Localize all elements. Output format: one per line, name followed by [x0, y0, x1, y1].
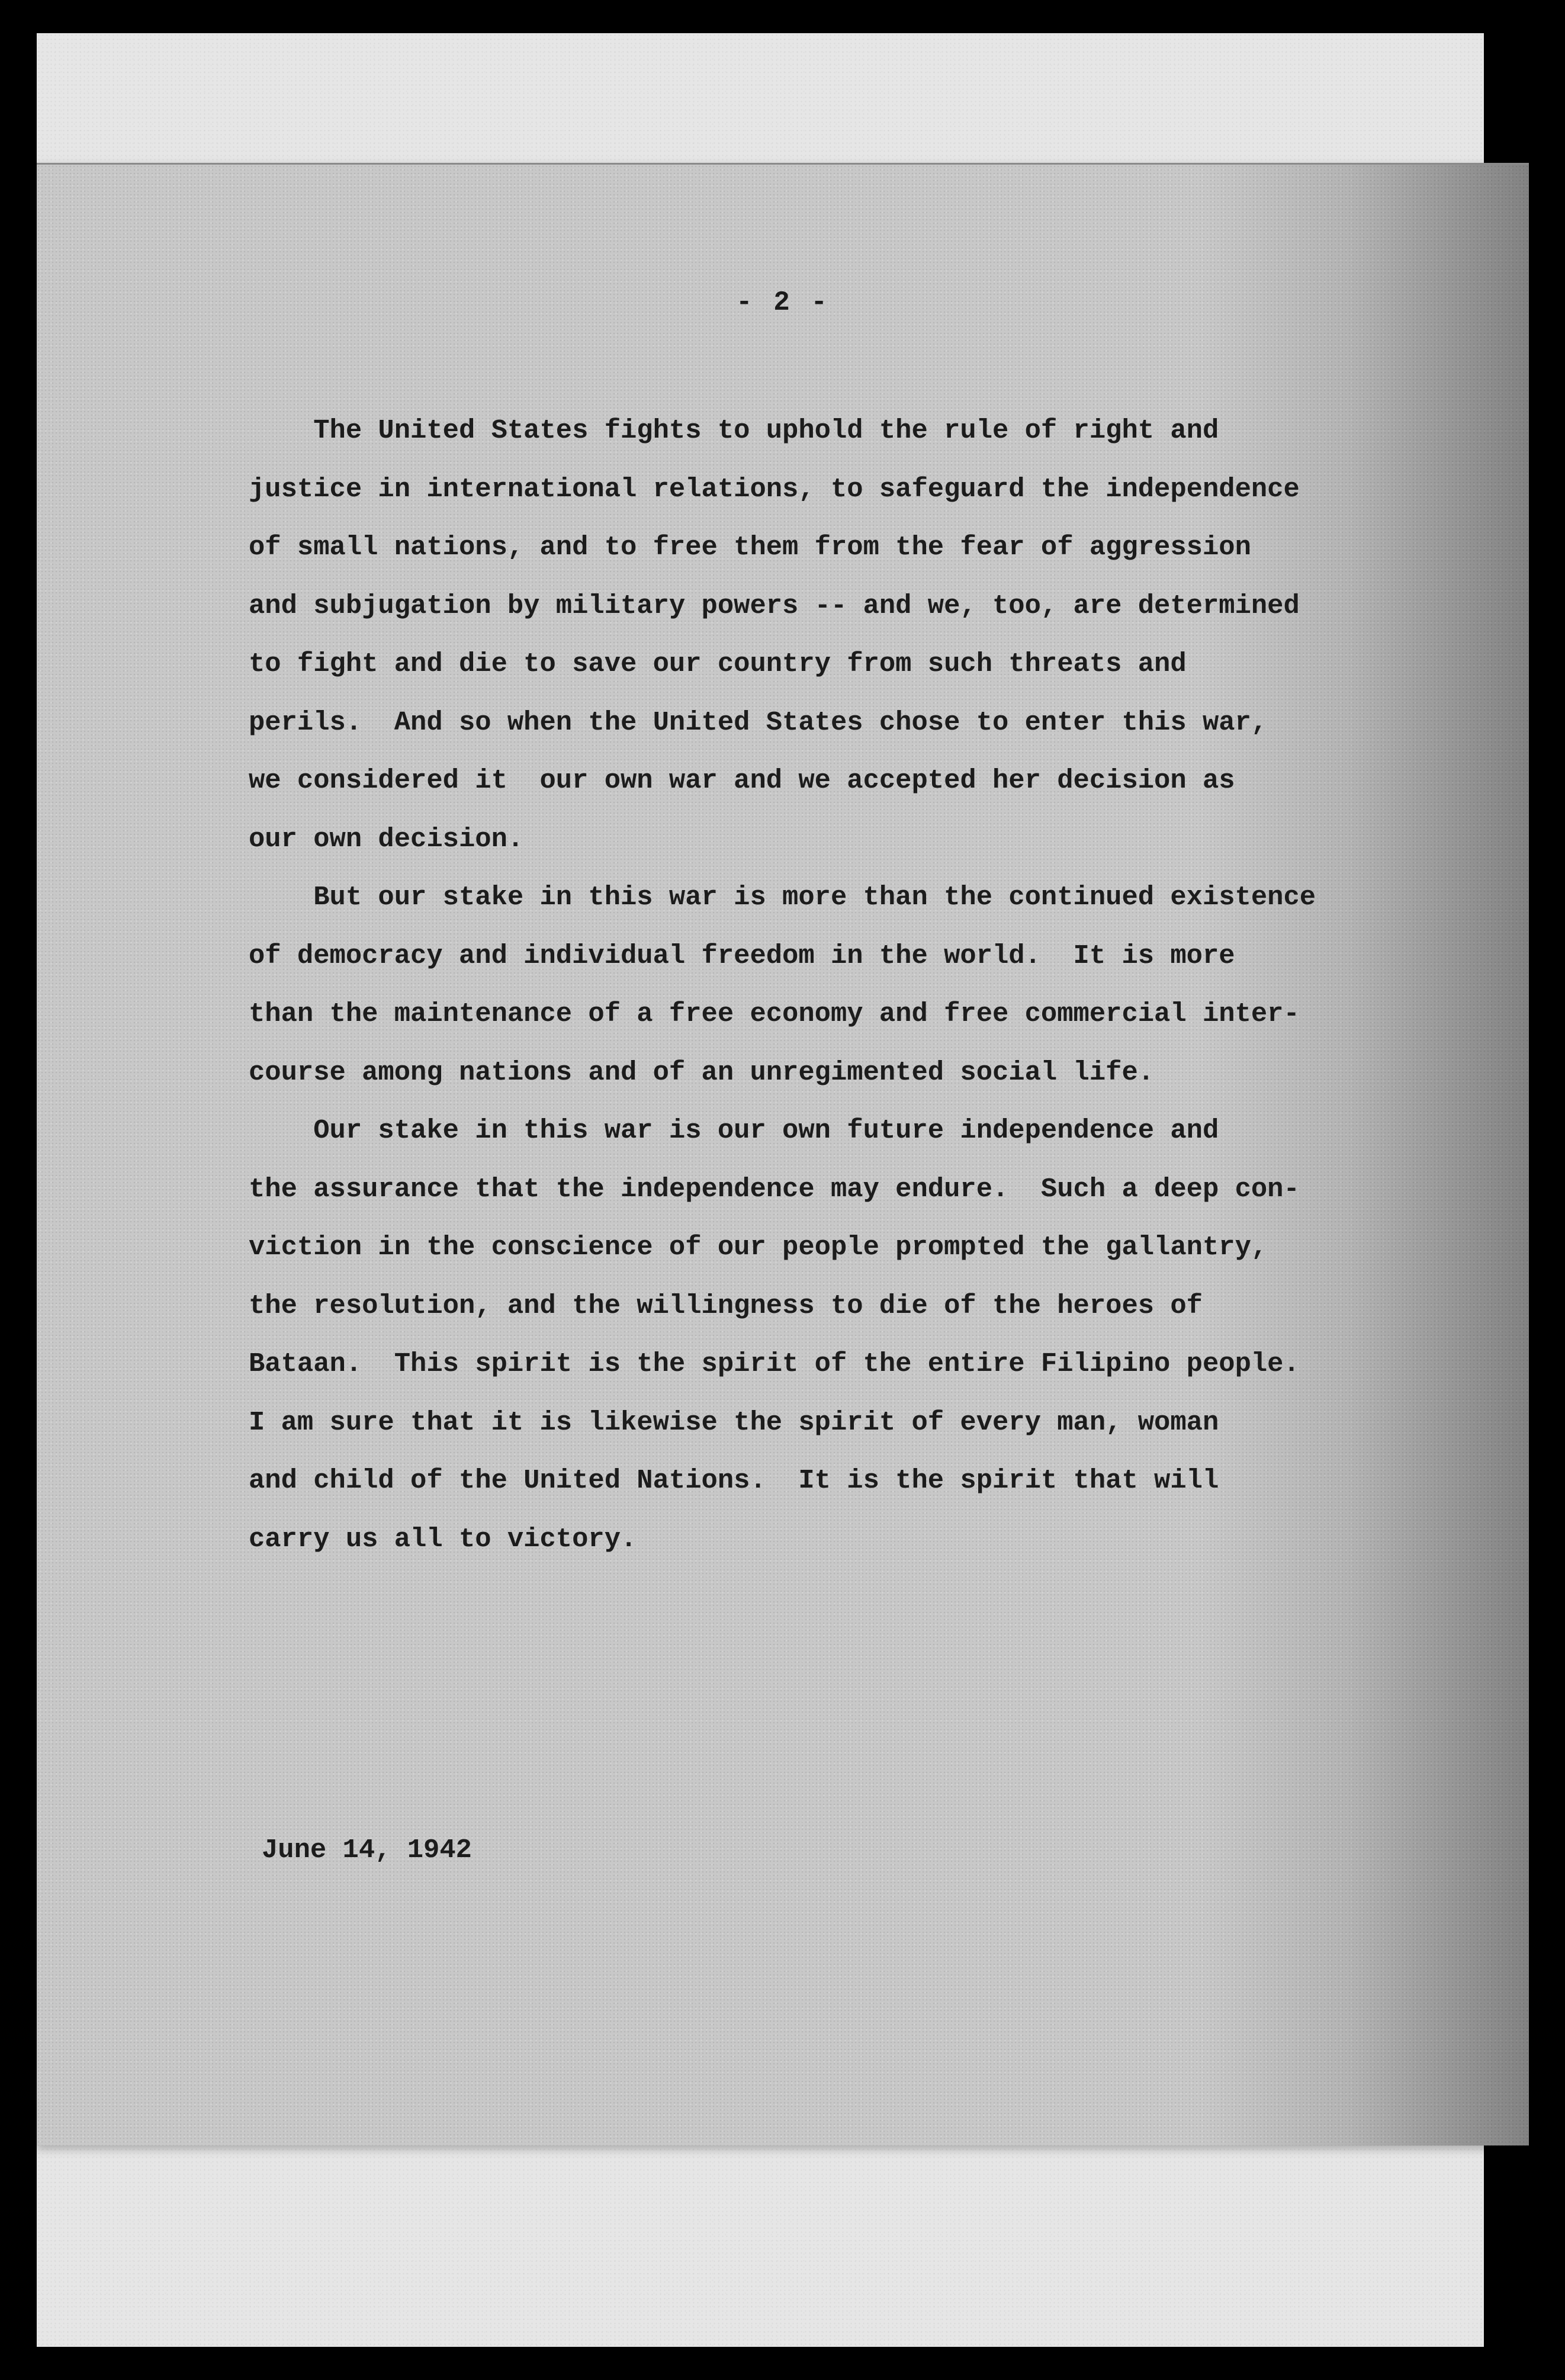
text-line: course among nations and of an unregimented social life. [249, 1056, 1155, 1088]
text-line: the assurance that the independence may endure. Such a deep con- [249, 1173, 1300, 1205]
date-line: June 14, 1942 [262, 1835, 472, 1865]
text-line: perils. And so when the United States chose to enter this war, [249, 706, 1268, 738]
text-line: than the maintenance of a free economy and free commercial inter- [249, 998, 1300, 1029]
body-text [249, 402, 1540, 1568]
text-line: to fight and die to save our country from such threats and [249, 648, 1187, 679]
text-line: viction in the conscience of our people prompted the gallantry, [249, 1232, 1268, 1263]
text-line: we considered it our own war and we accepted her decision as [249, 765, 1235, 796]
text-line: But our stake in this war is more than the continued existence [249, 882, 1316, 913]
paragraph-1 [249, 402, 1540, 868]
text-line: justice in international relations, to safeguard the independence [249, 473, 1300, 505]
text-line: I am sure that it is likewise the spirit of every man, woman [249, 1406, 1219, 1438]
page-number: - 2 - [735, 287, 830, 318]
text-line: the resolution, and the willingness to die of the heroes of [249, 1290, 1203, 1321]
typed-page [37, 163, 1529, 2145]
text-line: of small nations, and to free them from the fear of aggression [249, 532, 1251, 563]
text-line: Bataan. This spirit is the spirit of the entire Filipino people. [249, 1348, 1300, 1379]
text-line: and subjugation by military powers -- and we, too, are determined [249, 590, 1300, 621]
text-line: our own decision. [249, 823, 524, 855]
paragraph-2 [249, 868, 1540, 1101]
text-line: carry us all to victory. [249, 1523, 637, 1554]
text-line: Our stake in this war is our own future independence and [249, 1115, 1219, 1146]
text-line: of democracy and individual freedom in the world. It is more [249, 940, 1235, 971]
text-line: The United States fights to uphold the rule of right and [249, 415, 1219, 446]
text-line: and child of the United Nations. It is the spirit that will [249, 1465, 1219, 1496]
paragraph-3 [249, 1101, 1540, 1568]
